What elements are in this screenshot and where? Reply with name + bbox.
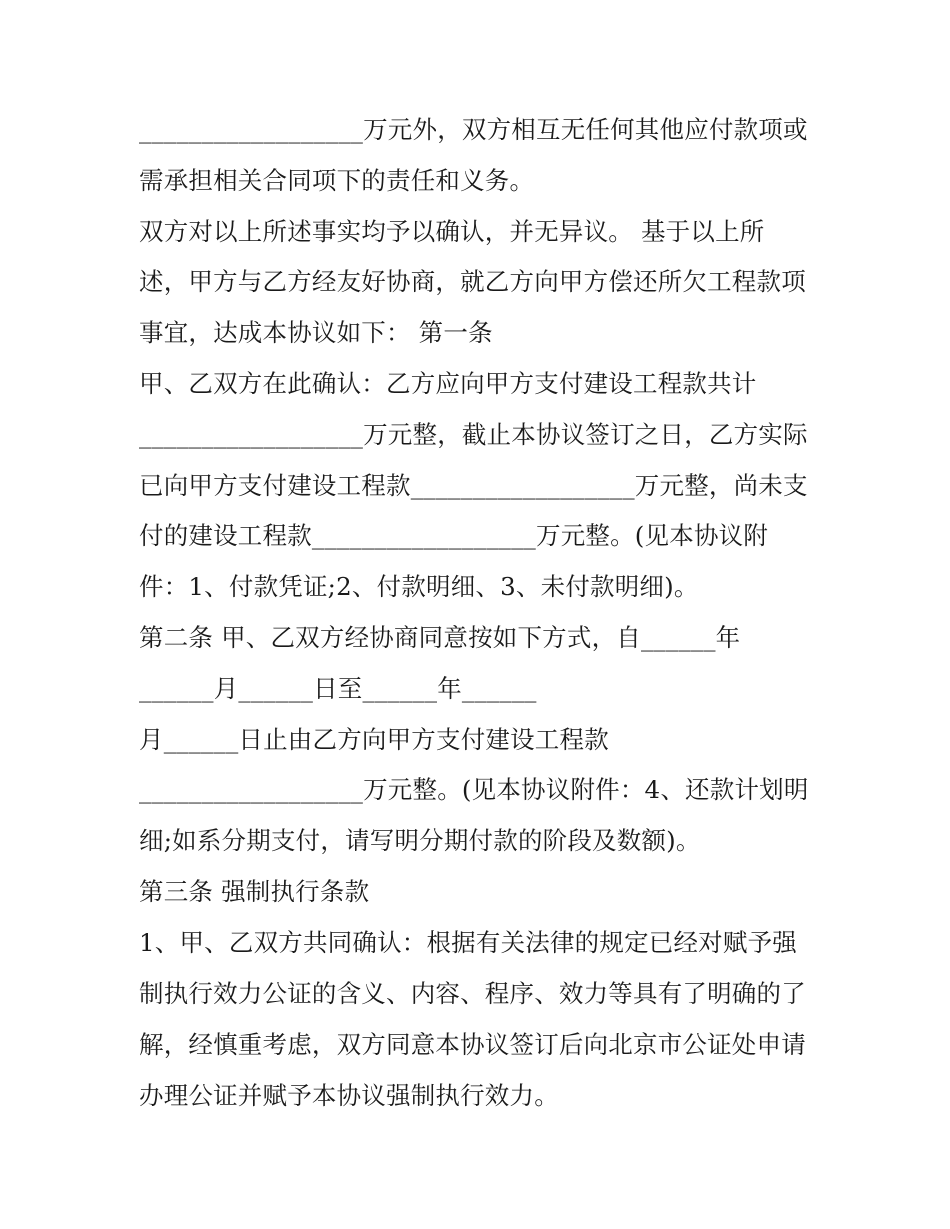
text-line: 办理公证并赋予本协议强制执行效力。	[139, 1081, 559, 1110]
text-line: 件：1、付款凭证;2、付款明细、3、未付款明细)。	[139, 572, 699, 601]
text-line: __________________万元整，截止本协议签订之日，乙方实际	[139, 420, 808, 449]
text-line: 述，甲方与乙方经友好协商，就乙方向甲方偿还所欠工程款项	[139, 267, 806, 296]
text-line: 制执行效力公证的含义、内容、程序、效力等具有了明确的了	[139, 979, 806, 1008]
text-line: 甲、乙双方在此确认：乙方应向甲方支付建设工程款共计	[139, 369, 757, 398]
text-line: 需承担相关合同项下的责任和义务。	[139, 166, 535, 195]
text-line: 事宜，达成本协议如下： 第一条	[139, 318, 493, 347]
text-line: __________________万元整。(见本协议附件：4、还款计划明	[139, 775, 809, 804]
text-line: 解，经慎重考虑，双方同意本协议签订后向北京市公证处申请	[139, 1030, 806, 1059]
text-line: 已向甲方支付建设工程款__________________万元整，尚未支	[139, 471, 808, 500]
text-line: 双方对以上所述事实均予以确认，并无异议。 基于以上所	[139, 217, 765, 246]
text-line: 付的建设工程款__________________万元整。(见本协议附	[139, 521, 769, 550]
section-heading: 第三条 强制执行条款	[139, 877, 370, 906]
text-line: ______月______日至______年______	[139, 674, 537, 703]
text-line: 细;如系分期支付，请写明分期付款的阶段及数额)。	[139, 826, 701, 855]
text-line: __________________万元外，双方相互无任何其他应付款项或	[139, 115, 808, 144]
text-line: 第二条 甲、乙双方经协商同意按如下方式，自______年	[139, 623, 741, 652]
text-line: 月______日止由乙方向甲方支付建设工程款	[139, 725, 609, 754]
text-line: 1、甲、乙双方共同确认：根据有关法律的规定已经对赋予强	[139, 928, 797, 957]
